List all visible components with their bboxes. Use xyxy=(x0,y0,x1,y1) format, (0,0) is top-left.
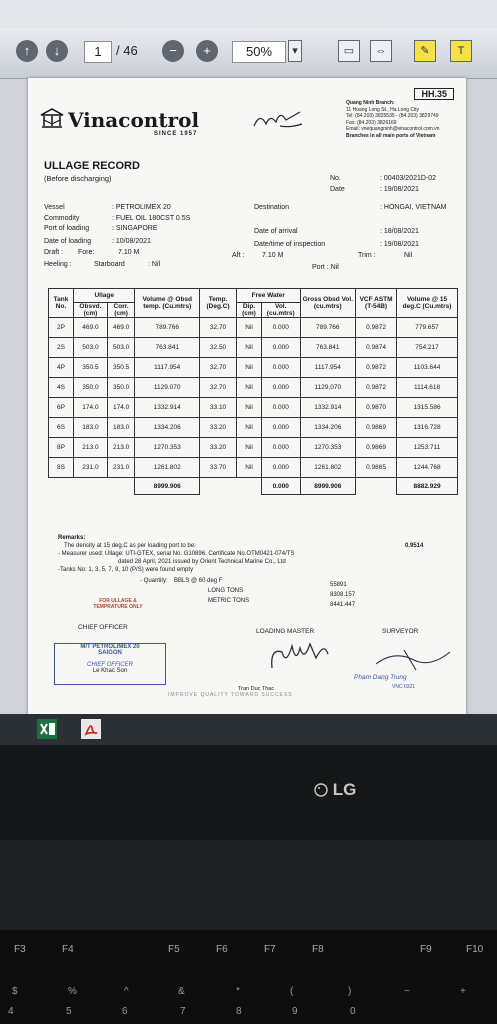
col-dip: Dip. (cm) xyxy=(237,303,262,318)
cell-vol: 1334.206 xyxy=(135,418,200,438)
col-vcf: VCF ASTM (T-54B) xyxy=(356,289,397,318)
cell-fw: 0.000 xyxy=(261,378,300,398)
bbls-value: 55891 xyxy=(330,582,347,588)
cell-vcf: 0.9870 xyxy=(356,398,397,418)
cell-dip: Nil xyxy=(237,438,262,458)
cell-gross: 1129.070 xyxy=(300,378,356,398)
excel-icon[interactable] xyxy=(36,718,58,740)
initials-signature xyxy=(250,106,310,134)
inspection-label: Date/time of inspection xyxy=(254,241,326,248)
cell-fw: 0.000 xyxy=(261,438,300,458)
trim-value: Nil xyxy=(404,252,413,259)
comment-icon[interactable]: ✎ xyxy=(414,40,436,62)
key-digit: 9 xyxy=(292,1006,298,1017)
cell-vcf: 0.9869 xyxy=(356,418,397,438)
cell-obsvd: 213.0 xyxy=(74,438,108,458)
cell-vol: 1129.070 xyxy=(135,378,200,398)
key-f5: F5 xyxy=(168,944,180,955)
loading-master-signature xyxy=(264,638,334,672)
key-f4: F4 xyxy=(62,944,74,955)
cell-fw: 0.000 xyxy=(261,418,300,438)
fore-value: 7.10 M xyxy=(118,249,140,256)
cell-tank: 4S xyxy=(49,378,74,398)
zoom-select[interactable]: 50% xyxy=(232,41,286,63)
totals-row xyxy=(49,478,458,495)
stamp-role: CHIEF OFFICER xyxy=(87,662,133,668)
cell-gross: 1334.206 xyxy=(300,418,356,438)
heeling-value: : Nil xyxy=(148,261,161,268)
cell-fw: 0.000 xyxy=(261,458,300,478)
destination-label: Destination xyxy=(254,204,290,211)
branch-line: Branches in all main ports of Vietnam xyxy=(346,132,436,139)
taskbar xyxy=(0,714,497,745)
cell-temp: 33.10 xyxy=(200,398,237,418)
cell-v15: 1316.728 xyxy=(397,418,458,438)
cell-vcf: 0.9872 xyxy=(356,378,397,398)
port-value: Port : Nil xyxy=(312,264,339,271)
cell-fw: 0.000 xyxy=(261,338,300,358)
date-loading-label: Date of loading xyxy=(44,238,92,245)
cell-dip: Nil xyxy=(237,318,262,338)
remark-line: dated 28 April, 2021 issued by Orient Technical Marine Co., Ltd xyxy=(118,559,286,565)
cell-vol: 1261.802 xyxy=(135,458,200,478)
long-tons-label: LONG TONS xyxy=(208,588,244,594)
key-digit: 0 xyxy=(350,1006,356,1017)
browser-top-strip xyxy=(0,0,497,28)
table-row xyxy=(49,378,458,398)
cell-vol: 763.841 xyxy=(135,338,200,358)
cell-tank: 8S xyxy=(49,458,74,478)
cell-gross: 1261.802 xyxy=(300,458,356,478)
cell-tank: 8P xyxy=(49,438,74,458)
commodity-label: Commodity xyxy=(44,215,80,222)
key-symbol: & xyxy=(178,986,185,997)
inspection-value: : 19/08/2021 xyxy=(380,241,419,248)
col-temp: Temp. (Deg.C) xyxy=(200,289,237,318)
cell-obsvd: 469.0 xyxy=(74,318,108,338)
cell-temp: 33.70 xyxy=(200,458,237,478)
total-volume-obsd: 8999.906 xyxy=(135,478,200,495)
arrival-label: Date of arrival xyxy=(254,228,298,235)
cell-v15: 1253.711 xyxy=(397,438,458,458)
cell-vcf: 0.9874 xyxy=(356,338,397,358)
no-label: No. xyxy=(330,175,341,182)
cell-corr: 350.5 xyxy=(107,358,135,378)
no-value: : 00403/2021D-02 xyxy=(380,175,437,182)
cell-fw: 0.000 xyxy=(261,398,300,418)
table-row xyxy=(49,398,458,418)
master-name: Tran Duc Thac xyxy=(238,686,275,692)
key-f7: F7 xyxy=(264,944,276,955)
remarks-label: Remarks: xyxy=(58,535,86,541)
aft-value: 7.10 M xyxy=(262,252,284,259)
vessel-value: : PETROLIMEX 20 xyxy=(112,204,171,211)
laptop-bezel xyxy=(0,745,497,840)
cell-dip: Nil xyxy=(237,418,262,438)
sign-icon[interactable]: T xyxy=(450,40,472,62)
document-page xyxy=(28,78,466,718)
date-value: : 19/08/2021 xyxy=(380,186,419,193)
table-row xyxy=(49,318,458,338)
cell-tank: 2S xyxy=(49,338,74,358)
cell-obsvd: 350.5 xyxy=(74,358,108,378)
cell-dip: Nil xyxy=(237,338,262,358)
col-obsvd: Obsvd. (cm) xyxy=(74,303,108,318)
key-digit: 8 xyxy=(236,1006,242,1017)
port-loading-label: Port of loading xyxy=(44,225,90,232)
cell-obsvd: 183.0 xyxy=(74,418,108,438)
cell-temp: 32.70 xyxy=(200,378,237,398)
fit-page-icon[interactable]: ▭ xyxy=(338,40,360,62)
cell-vcf: 0.9872 xyxy=(356,358,397,378)
vnc-code: VNC 0321 xyxy=(392,684,416,690)
key-symbol: − xyxy=(404,986,410,997)
branch-name: Quang Ninh Branch: xyxy=(346,100,395,106)
surveyor-name: Pham Dang Trung xyxy=(354,674,407,681)
cell-gross: 789.766 xyxy=(300,318,356,338)
lg-logo-icon xyxy=(314,783,328,797)
cell-corr: 183.0 xyxy=(107,418,135,438)
company-name: Vinacontrol xyxy=(68,108,200,132)
key-symbol: + xyxy=(460,986,466,997)
col-volume-15: Volume @ 15 deg.C (Cu.mtrs) xyxy=(397,289,458,318)
key-digit: 7 xyxy=(180,1006,186,1017)
key-f6: F6 xyxy=(216,944,228,955)
key-digit: 5 xyxy=(66,1006,72,1017)
cell-dip: Nil xyxy=(237,458,262,478)
cell-vcf: 0.9865 xyxy=(356,458,397,478)
cell-v15: 1114.618 xyxy=(397,378,458,398)
port-loading-value: : SINGAPORE xyxy=(112,225,158,232)
stamp-saigon: SAIGON xyxy=(98,650,122,656)
cell-v15: 1244.768 xyxy=(397,458,458,478)
cell-temp: 32.50 xyxy=(200,338,237,358)
cell-gross: 1332.914 xyxy=(300,398,356,418)
key-digit: 6 xyxy=(122,1006,128,1017)
total-gross: 8999.906 xyxy=(300,478,356,495)
table-row xyxy=(49,338,458,358)
table-row xyxy=(49,418,458,438)
for-ullage-note: FOR ULLAGE & TEMPRATURE ONLY xyxy=(93,598,143,610)
key-f3: F3 xyxy=(14,944,26,955)
cell-vol: 789.766 xyxy=(135,318,200,338)
cell-gross: 1270.353 xyxy=(300,438,356,458)
down-arrow-icon[interactable]: ↓ xyxy=(46,40,68,62)
arrival-value: : 18/08/2021 xyxy=(380,228,419,235)
branch-line: 11 Hoang Long St., Ha Long City xyxy=(346,106,420,113)
key-f10: F10 xyxy=(466,944,484,955)
bbls-label: BBLS @ 60 deg F xyxy=(174,578,223,584)
cell-tank: 4P xyxy=(49,358,74,378)
cell-vol: 1270.353 xyxy=(135,438,200,458)
cell-vol: 1332.914 xyxy=(135,398,200,418)
draft-label: Draft : xyxy=(44,249,64,256)
cell-corr: 174.0 xyxy=(107,398,135,418)
density-value: 0.9514 xyxy=(405,543,424,549)
quantity-label: - Quantity: xyxy=(140,578,168,584)
col-free-water: Free Water xyxy=(237,289,300,303)
cell-obsvd: 503.0 xyxy=(74,338,108,358)
key-symbol: ) xyxy=(348,986,352,997)
cell-v15: 1315.586 xyxy=(397,398,458,418)
fit-width-icon[interactable]: ⇔ xyxy=(370,40,392,62)
metric-tons-value: 8441.447 xyxy=(330,602,356,608)
aft-label: Aft : xyxy=(232,252,245,259)
key-f8: F8 xyxy=(312,944,324,955)
key-symbol: $ xyxy=(12,986,18,997)
footer-slogan: IMPROVE QUALITY TOWARD SUCCESS xyxy=(168,692,293,698)
cell-dip: Nil xyxy=(237,358,262,378)
brand-logo xyxy=(314,780,356,800)
metric-tons-label: METRIC TONS xyxy=(208,598,250,604)
page-number-input[interactable]: 1 xyxy=(84,41,112,63)
table-row xyxy=(49,458,458,478)
cell-temp: 33.20 xyxy=(200,418,237,438)
long-tons-value: 8308.157 xyxy=(330,592,356,598)
key-f9: F9 xyxy=(420,944,432,955)
cell-tank: 6P xyxy=(49,398,74,418)
key-symbol: ^ xyxy=(124,986,129,997)
chief-officer-stamp xyxy=(54,643,166,685)
chevron-down-icon[interactable]: ▾ xyxy=(288,40,302,62)
remarks-block xyxy=(58,534,418,574)
heeling-label: Heeling : xyxy=(44,261,72,268)
branch-line: Tel: (84.203) 3825535 - (84.203) 3829749 xyxy=(346,113,439,119)
loading-master-label: LOADING MASTER xyxy=(256,628,315,635)
brand-name: LG xyxy=(332,780,357,799)
commodity-value: : FUEL OIL 180CST 0.5S xyxy=(112,215,191,222)
cell-vcf: 0.9872 xyxy=(356,318,397,338)
cell-obsvd: 231.0 xyxy=(74,458,108,478)
vinacontrol-logo-icon xyxy=(40,108,64,128)
cell-obsvd: 350.0 xyxy=(74,378,108,398)
total-volume-15: 8882.929 xyxy=(397,478,458,495)
cell-corr: 350.0 xyxy=(107,378,135,398)
zoom-in-icon[interactable]: + xyxy=(196,40,218,62)
cell-gross: 1117.954 xyxy=(300,358,356,378)
document-subtitle: (Before discharging) xyxy=(44,174,112,183)
cell-v15: 779.657 xyxy=(397,318,458,338)
pdf-toolbar xyxy=(0,28,497,79)
chief-officer-label: CHIEF OFFICER xyxy=(78,624,128,631)
surveyor-signature xyxy=(374,646,454,672)
table-row xyxy=(49,358,458,378)
key-symbol: ( xyxy=(290,986,294,997)
cell-corr: 469.0 xyxy=(107,318,135,338)
date-loading-value: : 10/08/2021 xyxy=(112,238,151,245)
ullage-table xyxy=(48,288,458,495)
cell-vol: 1117.954 xyxy=(135,358,200,378)
page-total: / 46 xyxy=(116,43,138,58)
document-title: ULLAGE RECORD xyxy=(44,160,140,172)
col-fw-vol: Vol. (cu.mtrs) xyxy=(261,303,300,318)
col-ullage: Ullage xyxy=(74,289,135,303)
col-volume-obsd: Volume @ Obsd temp. (Cu.mtrs) xyxy=(135,289,200,318)
cell-corr: 213.0 xyxy=(107,438,135,458)
cell-v15: 1103.644 xyxy=(397,358,458,378)
date-label: Date xyxy=(330,186,345,193)
key-digit: 4 xyxy=(8,1006,14,1017)
surveyor-label: SURVEYOR xyxy=(382,628,419,635)
cell-tank: 6S xyxy=(49,418,74,438)
company-since: SINCE 1957 xyxy=(154,131,198,137)
col-tank-no: Tank No. xyxy=(49,289,74,318)
destination-value: : HONGAI, VIETNAM xyxy=(380,204,447,211)
stamp-name: Le Khac Son xyxy=(92,668,128,674)
cell-dip: Nil xyxy=(237,378,262,398)
stamp-vessel: M/T PETROLIMEX 20 xyxy=(80,644,140,650)
cell-obsvd: 174.0 xyxy=(74,398,108,418)
remark-line: The density at 15 deg.C as per loading port to be: xyxy=(64,543,196,549)
cell-gross: 763.841 xyxy=(300,338,356,358)
remark-line: - Measurer used: Ullage: UTI-GTEX, serial No. G10896. Certificate No.OTM0421-074/TS xyxy=(58,551,295,557)
cell-tank: 2P xyxy=(49,318,74,338)
cell-v15: 754.217 xyxy=(397,338,458,358)
cell-fw: 0.000 xyxy=(261,358,300,378)
branch-info xyxy=(346,100,461,139)
key-symbol: * xyxy=(236,986,240,997)
cell-temp: 32.70 xyxy=(200,318,237,338)
table-row xyxy=(49,438,458,458)
col-corr: Corr. (cm) xyxy=(107,303,135,318)
total-free-water: 0.000 xyxy=(261,478,300,495)
remark-line: -Tanks No: 1, 3, 5, 7, 9, 10 (P/S) were found empty xyxy=(58,567,194,573)
trim-label: Trim : xyxy=(358,252,376,259)
cell-dip: Nil xyxy=(237,398,262,418)
branch-line: Fax: (84.203) 3826169 xyxy=(346,119,397,126)
key-symbol: % xyxy=(68,986,77,997)
col-gross: Gross Obsd Vol. (cu.mtrs) xyxy=(300,289,356,318)
branch-line: Email: vnequangninh@vinacontrol.com.vn xyxy=(346,126,440,132)
cell-corr: 503.0 xyxy=(107,338,135,358)
cell-temp: 32.70 xyxy=(200,358,237,378)
cell-corr: 231.0 xyxy=(107,458,135,478)
fore-label: Fore: xyxy=(78,249,95,256)
up-arrow-icon[interactable]: ↑ xyxy=(16,40,38,62)
zoom-out-icon[interactable]: − xyxy=(162,40,184,62)
vessel-label: Vessel xyxy=(44,204,65,211)
heeling-side: Starboard xyxy=(94,261,125,268)
pdf-icon[interactable] xyxy=(80,718,102,740)
cell-fw: 0.000 xyxy=(261,318,300,338)
cell-vcf: 0.9869 xyxy=(356,438,397,458)
form-code: HH.35 xyxy=(414,88,454,100)
cell-temp: 33.20 xyxy=(200,438,237,458)
